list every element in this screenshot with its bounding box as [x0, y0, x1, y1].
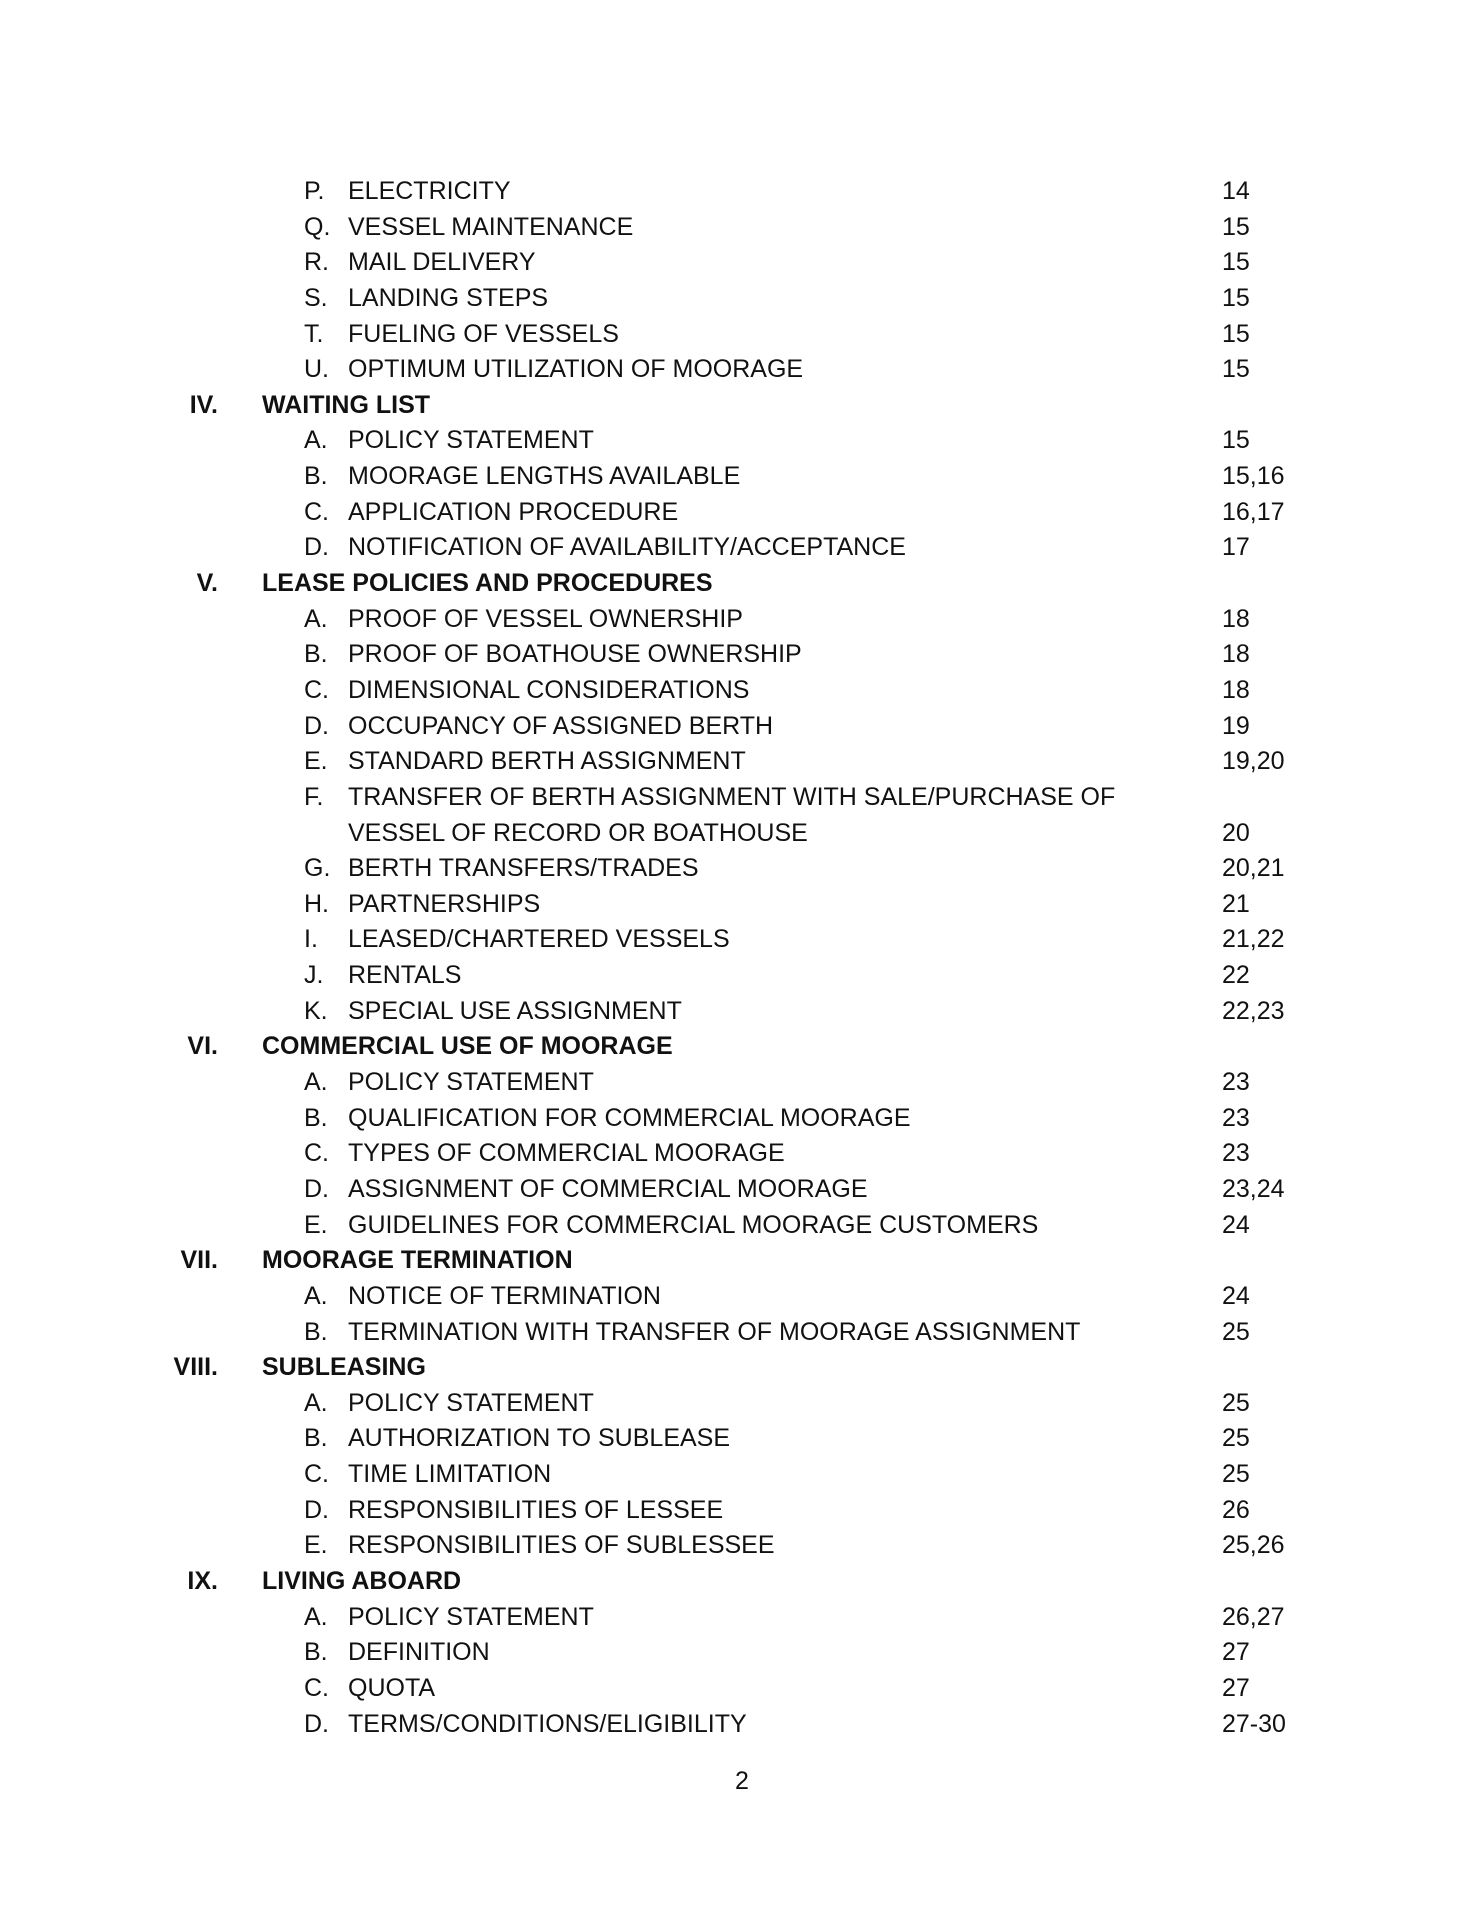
page-number: 2 — [735, 1767, 749, 1795]
entry-letter: B. — [304, 640, 328, 669]
entry-title: APPLICATION PROCEDURE — [348, 497, 679, 526]
section-heading — [0, 388, 1484, 424]
entry-letter: H. — [304, 889, 329, 918]
section-title: LEASE POLICIES AND PROCEDURES — [262, 569, 713, 598]
entry-letter: D. — [304, 711, 329, 740]
entry-title: RESPONSIBILITIES OF LESSEE — [348, 1495, 724, 1524]
entry-title: STANDARD BERTH ASSIGNMENT — [348, 747, 746, 776]
toc-entry — [0, 1065, 1484, 1101]
entry-letter: G. — [304, 854, 331, 883]
entry-title: DEFINITION — [348, 1638, 490, 1667]
toc-entry — [0, 1600, 1484, 1636]
toc-entry — [0, 780, 1484, 851]
entry-page: 27 — [1222, 1673, 1250, 1702]
toc-entry — [0, 1101, 1484, 1137]
entry-title: TIME LIMITATION — [348, 1460, 552, 1489]
entry-page: 16,17 — [1222, 497, 1285, 526]
entry-page: 21,22 — [1222, 925, 1285, 954]
section-heading — [0, 1564, 1484, 1600]
entry-letter: C. — [304, 1139, 329, 1168]
toc-entry — [0, 1279, 1484, 1315]
entry-title: AUTHORIZATION TO SUBLEASE — [348, 1424, 731, 1453]
entry-page: 24 — [1222, 1210, 1250, 1239]
entry-letter: A. — [304, 426, 328, 455]
toc-entry — [0, 317, 1484, 353]
entry-page: 20 — [1222, 818, 1250, 847]
toc-entry — [0, 851, 1484, 887]
toc-entry — [0, 958, 1484, 994]
entry-letter: R. — [304, 248, 329, 277]
entry-letter: E. — [304, 747, 328, 776]
entry-letter: A. — [304, 604, 328, 633]
entry-letter: Q. — [304, 212, 331, 241]
entry-page: 22,23 — [1222, 996, 1285, 1025]
entry-page: 25 — [1222, 1424, 1250, 1453]
entry-title: LANDING STEPS — [348, 283, 549, 312]
entry-letter: A. — [304, 1602, 328, 1631]
entry-title: POLICY STATEMENT — [348, 1602, 594, 1631]
entry-title: TERMS/CONDITIONS/ELIGIBILITY — [348, 1709, 747, 1738]
entry-page: 15,16 — [1222, 462, 1285, 491]
entry-page: 25 — [1222, 1388, 1250, 1417]
toc-entry — [0, 423, 1484, 459]
entry-page: 23,24 — [1222, 1174, 1285, 1203]
entry-title: NOTIFICATION OF AVAILABILITY/ACCEPTANCE — [348, 533, 906, 562]
section-title: WAITING LIST — [262, 390, 431, 419]
entry-page: 17 — [1222, 533, 1250, 562]
entry-letter: F. — [304, 782, 324, 811]
entry-title: MAIL DELIVERY — [348, 248, 536, 277]
entry-page: 19 — [1222, 711, 1250, 740]
entry-letter: C. — [304, 1673, 329, 1702]
entry-page: 25 — [1222, 1460, 1250, 1489]
toc-entry — [0, 602, 1484, 638]
entry-letter: D. — [304, 533, 329, 562]
entry-page: 15 — [1222, 426, 1250, 455]
toc-entry — [0, 994, 1484, 1030]
toc-entry — [0, 174, 1484, 210]
section-numeral: VIII. — [173, 1353, 218, 1382]
toc-entry — [0, 281, 1484, 317]
entry-page: 23 — [1222, 1139, 1250, 1168]
toc-entry — [0, 1493, 1484, 1529]
entry-title: TRANSFER OF BERTH ASSIGNMENT WITH SALE/PURCHASE OF VESSEL OF RECORD OR BOATHOUSE — [348, 782, 1116, 847]
entry-letter: C. — [304, 1460, 329, 1489]
entry-letter: B. — [304, 1638, 328, 1667]
entry-page: 15 — [1222, 248, 1250, 277]
section-heading — [0, 1243, 1484, 1279]
entry-page: 24 — [1222, 1281, 1250, 1310]
entry-title: QUALIFICATION FOR COMMERCIAL MOORAGE — [348, 1103, 911, 1132]
toc-entry — [0, 637, 1484, 673]
entry-page: 19,20 — [1222, 747, 1285, 776]
entry-title: TERMINATION WITH TRANSFER OF MOORAGE ASSIGNMENT — [348, 1317, 1081, 1346]
toc-entry — [0, 1457, 1484, 1493]
entry-title: MOORAGE LENGTHS AVAILABLE — [348, 462, 741, 491]
entry-title: FUELING OF VESSELS — [348, 319, 619, 348]
section-heading — [0, 1029, 1484, 1065]
entry-page: 25 — [1222, 1317, 1250, 1346]
toc-entry — [0, 1172, 1484, 1208]
entry-page: 15 — [1222, 355, 1250, 384]
entry-title: ASSIGNMENT OF COMMERCIAL MOORAGE — [348, 1174, 868, 1203]
toc-entry — [0, 1528, 1484, 1564]
section-numeral: VII. — [180, 1246, 218, 1275]
entry-title: POLICY STATEMENT — [348, 1068, 594, 1097]
entry-letter: J. — [304, 961, 324, 990]
entry-title: QUOTA — [348, 1673, 436, 1702]
entry-letter: A. — [304, 1388, 328, 1417]
entry-letter: B. — [304, 1317, 328, 1346]
toc-entry — [0, 1671, 1484, 1707]
toc-entry — [0, 495, 1484, 531]
entry-page: 15 — [1222, 212, 1250, 241]
entry-letter: E. — [304, 1210, 328, 1239]
toc-entry — [0, 210, 1484, 246]
toc-entry — [0, 245, 1484, 281]
entry-title: PROOF OF VESSEL OWNERSHIP — [348, 604, 743, 633]
entry-title: VESSEL MAINTENANCE — [348, 212, 634, 241]
entry-letter: B. — [304, 1424, 328, 1453]
entry-letter: B. — [304, 1103, 328, 1132]
section-title: MOORAGE TERMINATION — [262, 1246, 573, 1275]
entry-page: 15 — [1222, 283, 1250, 312]
entry-letter: T. — [304, 319, 324, 348]
entry-title: LEASED/CHARTERED VESSELS — [348, 925, 730, 954]
entry-page: 25,26 — [1222, 1531, 1285, 1560]
entry-letter: U. — [304, 355, 329, 384]
entry-page: 15 — [1222, 319, 1250, 348]
entry-page: 14 — [1222, 177, 1250, 205]
section-numeral: IV. — [189, 390, 218, 419]
entry-title: POLICY STATEMENT — [348, 426, 594, 455]
entry-title: DIMENSIONAL CONSIDERATIONS — [348, 675, 750, 704]
section-title: LIVING ABOARD — [262, 1567, 462, 1595]
entry-letter: S. — [304, 283, 328, 312]
entry-letter: I. — [304, 925, 318, 954]
toc-entry — [0, 1386, 1484, 1422]
toc-entry — [0, 744, 1484, 780]
toc-entry — [0, 1635, 1484, 1671]
toc-entry — [0, 922, 1484, 958]
entry-letter: P. — [304, 177, 325, 205]
section-heading — [0, 1350, 1484, 1386]
entry-title: OCCUPANCY OF ASSIGNED BERTH — [348, 711, 774, 740]
entry-title: RENTALS — [348, 961, 462, 990]
toc-entry — [0, 887, 1484, 923]
entry-letter: K. — [304, 996, 328, 1025]
table-of-contents — [0, 174, 1484, 1742]
entry-title: NOTICE OF TERMINATION — [348, 1281, 661, 1310]
entry-page: 23 — [1222, 1103, 1250, 1132]
entry-page: 18 — [1222, 640, 1250, 669]
entry-page: 21 — [1222, 889, 1250, 918]
toc-entry — [0, 673, 1484, 709]
entry-letter: B. — [304, 462, 328, 491]
entry-page: 27 — [1222, 1638, 1250, 1667]
entry-letter: E. — [304, 1531, 328, 1560]
entry-letter: C. — [304, 497, 329, 526]
toc-entry — [0, 709, 1484, 745]
toc-entry — [0, 352, 1484, 388]
entry-letter: D. — [304, 1495, 329, 1524]
entry-title: ELECTRICITY — [348, 177, 511, 205]
entry-page: 23 — [1222, 1068, 1250, 1097]
entry-title: TYPES OF COMMERCIAL MOORAGE — [348, 1139, 785, 1168]
entry-title: PARTNERSHIPS — [348, 889, 541, 918]
toc-entry — [0, 459, 1484, 495]
entry-page: 27-30 — [1222, 1709, 1286, 1738]
section-title: COMMERCIAL USE OF MOORAGE — [262, 1032, 673, 1061]
entry-letter: C. — [304, 675, 329, 704]
entry-title: BERTH TRANSFERS/TRADES — [348, 854, 699, 883]
entry-page: 20,21 — [1222, 854, 1285, 883]
entry-letter: D. — [304, 1709, 329, 1738]
entry-title: OPTIMUM UTILIZATION OF MOORAGE — [348, 355, 804, 384]
entry-page: 18 — [1222, 604, 1250, 633]
toc-entry — [0, 1136, 1484, 1172]
entry-title: POLICY STATEMENT — [348, 1388, 594, 1417]
entry-letter: A. — [304, 1281, 328, 1310]
entry-page: 26,27 — [1222, 1602, 1285, 1631]
entry-title: SPECIAL USE ASSIGNMENT — [348, 996, 682, 1025]
section-numeral: VI. — [187, 1032, 218, 1061]
section-numeral: V. — [196, 569, 218, 598]
entry-page: 22 — [1222, 961, 1250, 990]
entry-title: PROOF OF BOATHOUSE OWNERSHIP — [348, 640, 802, 669]
entry-title: RESPONSIBILITIES OF SUBLESSEE — [348, 1531, 775, 1560]
toc-entry — [0, 1208, 1484, 1244]
toc-entry — [0, 1707, 1484, 1743]
section-numeral: IX. — [187, 1567, 218, 1595]
section-title: SUBLEASING — [262, 1353, 426, 1382]
entry-letter: A. — [304, 1068, 328, 1097]
toc-entry — [0, 1421, 1484, 1457]
toc-entry — [0, 530, 1484, 566]
entry-title: GUIDELINES FOR COMMERCIAL MOORAGE CUSTOMERS — [348, 1210, 1039, 1239]
entry-page: 26 — [1222, 1495, 1250, 1524]
entry-page: 18 — [1222, 675, 1250, 704]
toc-entry — [0, 1315, 1484, 1351]
entry-letter: D. — [304, 1174, 329, 1203]
section-heading — [0, 566, 1484, 602]
